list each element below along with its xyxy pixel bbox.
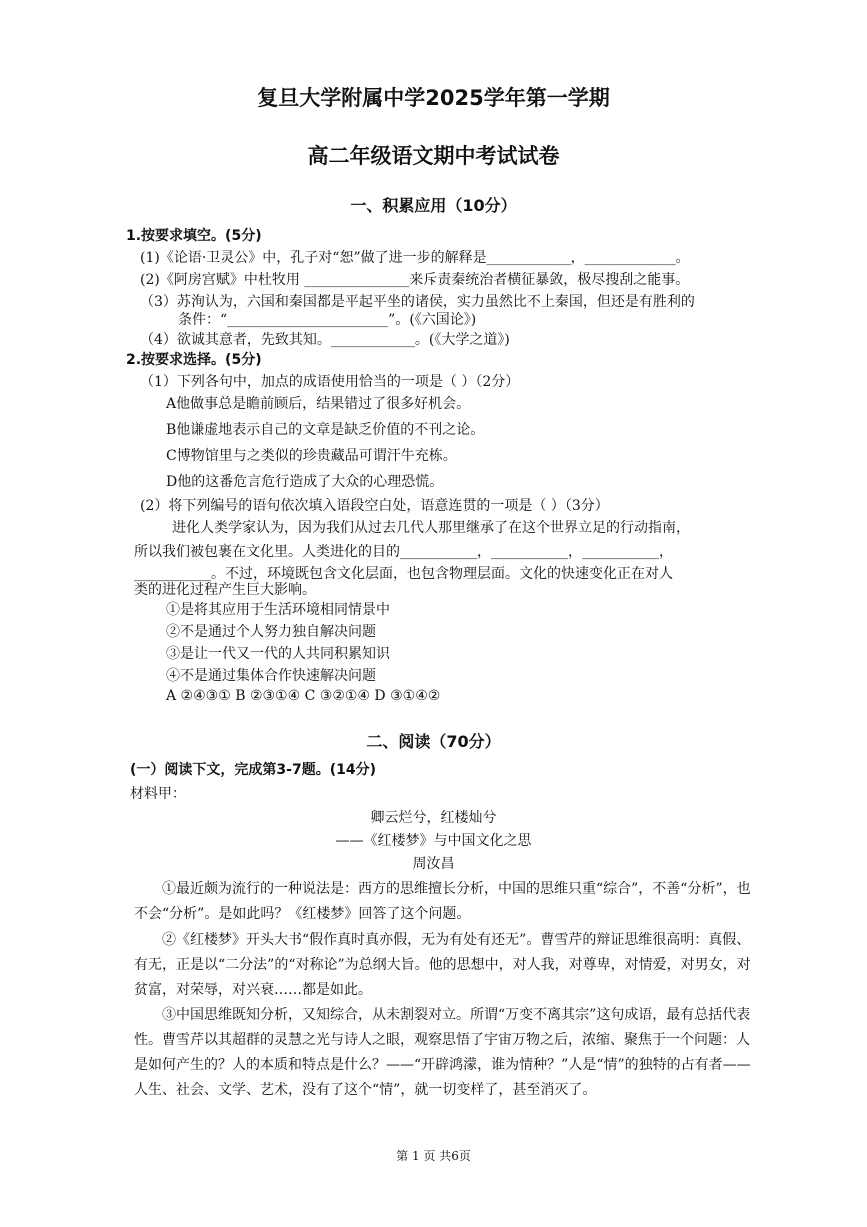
q2-sub1: （1）下列各句中，加点的成语使用恰当的一项是（ ）（2分） (140, 374, 520, 390)
article-paragraph-1: ①最近颇为流行的一种说法是：西方的思维擅长分析，中国的思维只重“综合”，不善“分析”，也不会“分析”。是如此吗？《红楼梦》回答了这个问题。 (134, 881, 751, 922)
q2-passage-line4: 类的进化过程产生巨大影响。 (134, 582, 316, 598)
q2-passage-line1: 进化人类学家认为，因为我们从过去几代人那里继承了在这个世界立足的行动指南， (172, 520, 690, 536)
q2-option-b: B他谦虚地表示自己的文章是缺乏价值的不刊之论。 (166, 422, 485, 438)
q2-passage-line3: ___________。不过，环境既包含文化层面，也包含物理层面。文化的快速变化正在对人 (134, 566, 673, 582)
exam-title: 高二年级语文期中考试试卷 (307, 144, 560, 168)
q1-line4: （4）欲诚其意者，先致其知。____________。(《大学之道》) (140, 332, 510, 348)
q2-choices: A ②④③① B ②③①④ C ③②①④ D ③①④② (166, 688, 441, 704)
q2-option-a: A他做事总是瞻前顾后，结果错过了很多好机会。 (166, 396, 471, 412)
page-footer: 第 1 页 共6页 (396, 1149, 471, 1163)
article-title: 卿云烂兮，红楼灿兮 (370, 810, 497, 826)
q2-item2: ②不是通过个人努力独自解决问题 (166, 624, 376, 640)
q2-item4: ④不是通过集体合作快速解决问题 (166, 668, 376, 684)
q1-line3b: 条件：“_______________________”。(《六国论》) (178, 312, 477, 328)
q2-item3: ③是让一代又一代的人共同积累知识 (166, 646, 390, 662)
section2-heading: 二、阅读（70分） (366, 732, 501, 751)
article-paragraph-2: ②《红楼梦》开头大书“假作真时真亦假，无为有处有还无”。曹雪芹的辩证思维很高明：真假、有无，正是以“二分法”的“对称论”为总纲大旨。他的思想中，对人我，对尊卑，对情爱，对男女，对贫富，对荣辱，对兴衰……都是如此。 (134, 932, 751, 998)
q1-line2: (2)《阿房宫赋》中杜牧用 _______________来斥责秦统治者横征暴敛，极尽搜刮之能事。 (140, 272, 690, 288)
q2-item1: ①是将其应用于生活环境相同情景中 (166, 602, 390, 618)
q2-passage-line2: 所以我们被包裹在文化里。人类进化的目的___________，___________，___________， (134, 544, 673, 560)
school-title: 复旦大学附属中学2025学年第一学期 (257, 86, 610, 110)
q1-title: 1.按要求填空。(5分) (126, 228, 262, 244)
q2-title: 2.按要求选择。(5分) (126, 352, 262, 368)
article-paragraph-3: ③中国思维既知分析，又知综合，从未割裂对立。所谓“万变不离其宗”这句成语，最有总括代表性。曹雪芹以其超群的灵慧之光与诗人之眼，观察思悟了宇宙万物之后，浓缩、聚焦于一个问题：人是如何产生的？人的本质和特点是什么？——“开辟鸿濛，谁为情种？”人是“情”的独特的占有者——人生、社会、文学、艺术，没有了这个“情”，就一切变样了，甚至消灭了。 (134, 1007, 751, 1098)
section1-heading: 一、积累应用（10分） (350, 196, 517, 215)
q2-option-c: C博物馆里与之类似的珍贵藏品可谓汗牛充栋。 (166, 448, 457, 464)
article-subtitle: ——《红楼梦》与中国文化之思 (335, 833, 532, 849)
article-author: 周汝昌 (412, 856, 455, 872)
q2-sub2: (2）将下列编号的语句依次填入语段空白处，语意连贯的一项是（ ）（3分） (140, 498, 609, 514)
reading-part1-title: (一）阅读下文，完成第3-7题。(14分) (130, 762, 376, 778)
material-label: 材料甲： (130, 786, 186, 802)
q1-line1: (1)《论语·卫灵公》中，孔子对“恕”做了进一步的解释是____________，_____________。 (140, 250, 690, 266)
q1-line3a: （3）苏洵认为，六国和秦国都是平起平坐的诸侯，实力虽然比不上秦国，但还是有胜利的 (140, 294, 695, 310)
q2-option-d: D他的这番危言危行造成了大众的心理恐慌。 (166, 474, 444, 490)
